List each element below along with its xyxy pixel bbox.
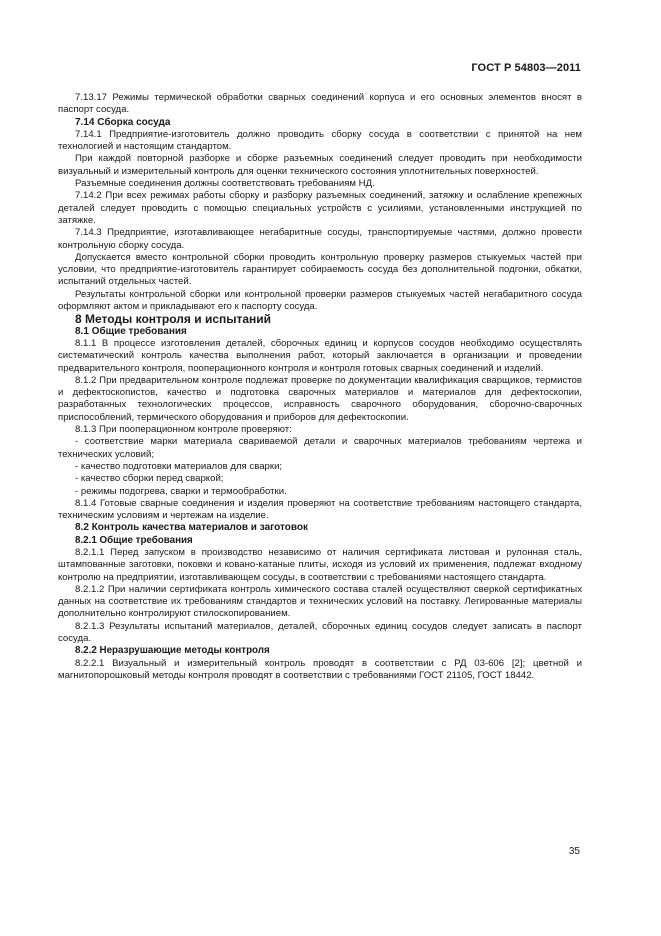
list-item: - режимы подогрева, сварки и термообработки. <box>75 485 287 497</box>
paragraph: Допускается вместо контрольной сборки проводить контрольную проверку размеров стыкуемых частей при условии, что предприятие-изготовитель гарантирует собираемость сосуда без дополнительной подгонки, обкатки, испытаний отдельных частей. <box>58 251 582 288</box>
document-body <box>58 92 582 682</box>
paragraph: Результаты контрольной сборки или контрольной проверки размеров стыкуемых частей негабаритного сосуда оформляют актом и прикладывают его к паспорту сосуда. <box>58 288 582 313</box>
paragraph-7-14-2: 7.14.2 При всех режимах работы сборку и разборку разъемных соединений, затяжку и ослабление крепежных деталей следует проводить с помощью специальных устройств с усилиями, установленными инструкцией по затяжке. <box>58 190 582 226</box>
paragraph: При каждой повторной разборке и сборке разъемных соединений следует проводить при необходимости визуальный и измерительный контроль для оценки технического состояния уплотнительных поверхностей. <box>58 153 582 177</box>
heading-section-8: 8 Методы контроля и испытаний <box>75 312 272 327</box>
list-item: - качество сборки перед сваркой; <box>75 473 224 485</box>
list-item: - соответствие марки материала свариваемой детали и сварочных материалов требованиям чертежа и технических условий; <box>58 436 582 460</box>
paragraph-7-13-17: 7.13.17 Режимы термической обработки сварных соединений корпуса и его основных элементов вносят в паспорт сосуда. <box>58 92 582 116</box>
document-header: ГОСТ Р 54803—2011 <box>471 62 581 74</box>
paragraph-7-14-1: 7.14.1 Предприятие-изготовитель должно проводить сборку сосуда в соответствии с принятой на нем технологией и настоящим стандартом. <box>58 128 582 153</box>
list-item: - качество подготовки материалов для сварки; <box>75 460 283 472</box>
paragraph-8-1-4: 8.1.4 Готовые сварные соединения и изделия проверяют на соответствие требованиям настоящего стандарта, техническим условиям и чертежам на изделие. <box>58 497 582 522</box>
paragraph-8-2-1-3: 8.2.1.3 Результаты испытаний материалов, деталей, сборочных единиц сосудов следует записать в паспорт сосуда. <box>58 620 582 645</box>
paragraph-8-1-2: 8.1.2 При предварительном контроле подлежат проверке по документации квалификация сварщиков, термистов и дефектоскопистов, качество и подготовка сварочных материалов и материалов для дефектоскопии, разработанных технологических процессов, исправность сварочного оборудования, сборочно-сварочных приспособлений, термического оборудования и приборов для дефектоскопии. <box>58 374 582 423</box>
paragraph-8-2-2-1: 8.2.2.1 Визуальный и измерительный контроль проводят в соответствии с РД 03-606 [2]; цветной и магнитопорошковый методы контроля проводят в соответствии с требованиями ГОСТ 21105, ГОСТ 18442. <box>58 657 582 681</box>
heading-8-2-1: 8.2.1 Общие требования <box>75 534 193 546</box>
paragraph-8-2-1-2: 8.2.1.2 При наличии сертификата контроль химического состава сталей осуществляют сверкой сертификатных данных на соответствие их требованиям стандартов и технических условий на поставку. Легированные материалы дополнительно контролируют стилоскопированием. <box>58 583 582 620</box>
heading-7-14: 7.14 Сборка сосуда <box>75 116 171 128</box>
heading-8-2-2: 8.2.2 Неразрушающие методы контроля <box>75 645 270 657</box>
paragraph-8-2-1-1: 8.2.1.1 Перед запуском в производство независимо от наличия сертификата листовая и рулонная сталь, штампованные заготовки, поковки и ковано-катаные плиты, исходя из условий их применения, подлежат входному контролю на предприятии, изготавливающем сосуды, в соответствии с требованиями настоящего стандарта. <box>58 546 582 583</box>
paragraph-8-1-1: 8.1.1 В процессе изготовления деталей, сборочных единиц и корпусов сосудов необходимо осуществлять систематический контроль качества выполнения работ, который заключается в организации и проведении предварительного контроля, пооперационного контроля и контроля готовых сварных соединений и изделий. <box>58 337 582 374</box>
paragraph: Разъемные соединения должны соответствовать требованиям НД. <box>75 178 375 190</box>
paragraph-8-1-3: 8.1.3 При пооперационном контроле проверяют: <box>75 424 292 436</box>
heading-8-2: 8.2 Контроль качества материалов и заготовок <box>75 522 309 534</box>
heading-8-1: 8.1 Общие требования <box>75 325 187 337</box>
page-number: 35 <box>568 846 580 857</box>
paragraph-7-14-3: 7.14.3 Предприятие, изготавливающее негабаритные сосуды, транспортируемые частями, должно провести контрольную сборку сосуда. <box>58 227 582 251</box>
